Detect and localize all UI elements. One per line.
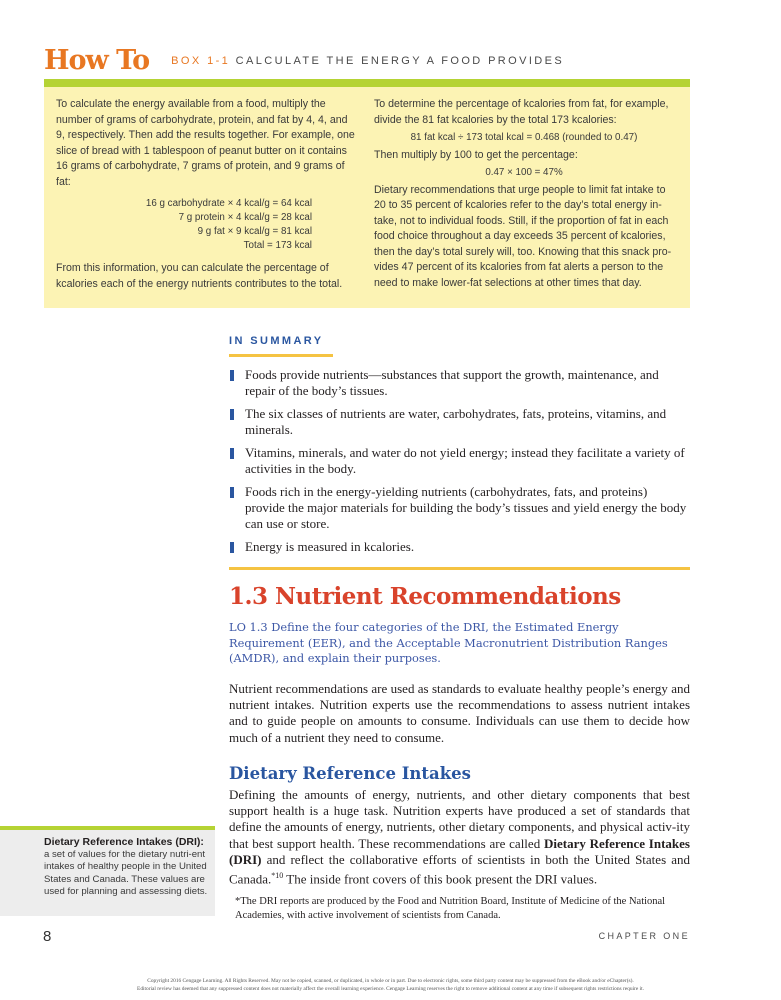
para-text: Defining the amounts of energy, nutrients, and other dietary components that best support health is a huge task. Nutrition experts have produced a set of standards that define the amounts of energy, nutrients, other dietary components, and physical activ-ity that best support health. These recommendations are called [229,787,690,851]
howto-right-outro: Dietary recommendations that urge people to limit fat intake to 20 to 35 percent of kcalories refer to the day’s total energy in-take, not to individual foods. Still, if the proportion of fat in each food choice throughout a day exceeds 35 percent of kcalories, then the day’s total surely will, too. Knowing that this snack pro-vides 47 percent of its kcalories from fat alerts a person to the need to make lower-fat selections at other times that day. [374,183,672,289]
copyright-line: Editorial review has deemed that any suppressed content does not materially affect the overall learning experience. Cengage Learning reserves the right to remove additional content at any time if subsequent rights restrictions require it. [137,986,644,992]
howto-left-intro: To calculate the energy available from a food, multiply the number of grams of carbohydrate, protein, and fat by 4, 4, and 9, respectively. Then add the results together. For example, one slice of bread with 1 tablespoon of peanut butter on it contains 16 grams of carbohydrate, 7 grams of protein, and 9 grams of fat: [56,98,355,188]
howto-title: How To [44,45,150,76]
box-number: 1-1 [207,55,231,67]
summary-item [229,484,689,532]
howto-header [44,36,564,76]
summary-item-text: Vitamins, minerals, and water do not yield energy; instead they facilitate a variety of activities in the body. [245,445,685,476]
key-term: Dietary Reference Intakes (DRI) [229,835,690,867]
section-title: 1.3 Nutrient Recommendations [229,583,621,610]
glossary-term: Dietary Reference Intakes (DRI): [44,836,204,848]
howto-right-intro: To determine the percentage of kcalories from fat, for example, divide the 81 fat kcalories by the total 173 kcalories: [374,98,669,126]
body-paragraph: Nutrient recommendations are used as standards to evaluate healthy people’s energy and nutrient intakes. Nutrition experts use the recommendations to assess nutrient intakes and to guide people on amounts to consume. Individuals can use them to decide how much of a nutrient they need to consume. [229,681,690,745]
summary-item [229,406,689,438]
howto-right-column [374,97,674,291]
howto-box-heading [171,55,564,76]
bullet-marker [230,448,234,459]
calc-total: Total = 173 kcal [243,240,312,251]
chapter-label: CHAPTER ONE [598,931,690,941]
learning-objective: LO 1.3 Define the four categories of the DRI, the Estimated Energy Requirement (EER), and the Acceptable Macronutrient Distribution Ranges (AMDR), and explain their purposes. [229,620,668,665]
bullet-marker [230,542,234,553]
summary-item [229,539,689,555]
glossary-sidebar [0,830,215,916]
copyright-line: Copyright 2016 Cengage Learning. All Rights Reserved. May not be copied, scanned, or duplicated, in whole or in part. Due to electronic rights, some third party content may be suppressed from the eBook and/or eChapter(s). [147,978,634,984]
summary-item-text: Energy is measured in kcalories. [245,539,415,554]
summary-item [229,367,689,399]
footnote: *The DRI reports are produced by the Food and Nutrition Board, Institute of Medicine of the National Academies, with active involvement of scientists from Canada. [235,896,666,921]
bullet-marker [230,487,234,498]
calc-line: 9 g fat × 9 kcal/g = 81 kcal [197,226,312,237]
box-title: CALCULATE THE ENERGY A FOOD PROVIDES [235,55,565,67]
page-number: 8 [43,928,52,945]
summary-item [229,445,689,477]
summary-rule [229,354,333,357]
bullet-marker [230,370,234,381]
para-text: The inside front covers of this book present the DRI values. [283,871,598,887]
fat-ratio-equation: 81 fat kcal ÷ 173 total kcal = 0.468 (rounded to 0.47) [410,132,638,143]
bullet-marker [230,409,234,420]
calc-line: 16 g carbohydrate × 4 kcal/g = 64 kcal [145,198,312,209]
percentage-equation: 0.47 × 100 = 47% [485,167,563,178]
howto-left-column [56,97,356,292]
summary-list [229,367,689,562]
energy-calculation [56,197,356,253]
calc-line: 7 g protein × 4 kcal/g = 28 kcal [178,212,312,223]
para-text: and reflect the collaborative efforts of scientists in both the United States and Canada. [229,851,690,887]
howto-box [44,87,690,308]
summary-item-text: The six classes of nutrients are water, carbohydrates, fats, proteins, vitamins, and minerals. [245,406,667,437]
howto-left-outro: From this information, you can calculate the percentage of kcalories each of the energy nutrients contributes to the total. [56,262,343,290]
section-rule [229,567,690,570]
summary-item-text: Foods provide nutrients—substances that support the growth, maintenance, and repair of the body’s tissues. [245,367,659,398]
howto-right-mid: Then multiply by 100 to get the percentage: [374,148,578,161]
footnote-ref: *10 [271,871,284,881]
body-paragraph-dri [229,787,690,888]
subsection-title: Dietary Reference Intakes [229,764,471,783]
summary-title: IN SUMMARY [229,335,324,347]
summary-item-text: Foods rich in the energy-yielding nutrients (carbohydrates, fats, and proteins) provide the major materials for building the body’s tissues and yield energy the body can use or store. [245,484,687,531]
glossary-definition: a set of values for the dietary nutri-ent intakes of healthy people in the United States and Canada. These values are used for planning and assessing diets. [44,848,208,898]
howto-green-rule [44,79,690,87]
copyright-notice [0,977,781,993]
box-label: BOX [171,55,202,67]
